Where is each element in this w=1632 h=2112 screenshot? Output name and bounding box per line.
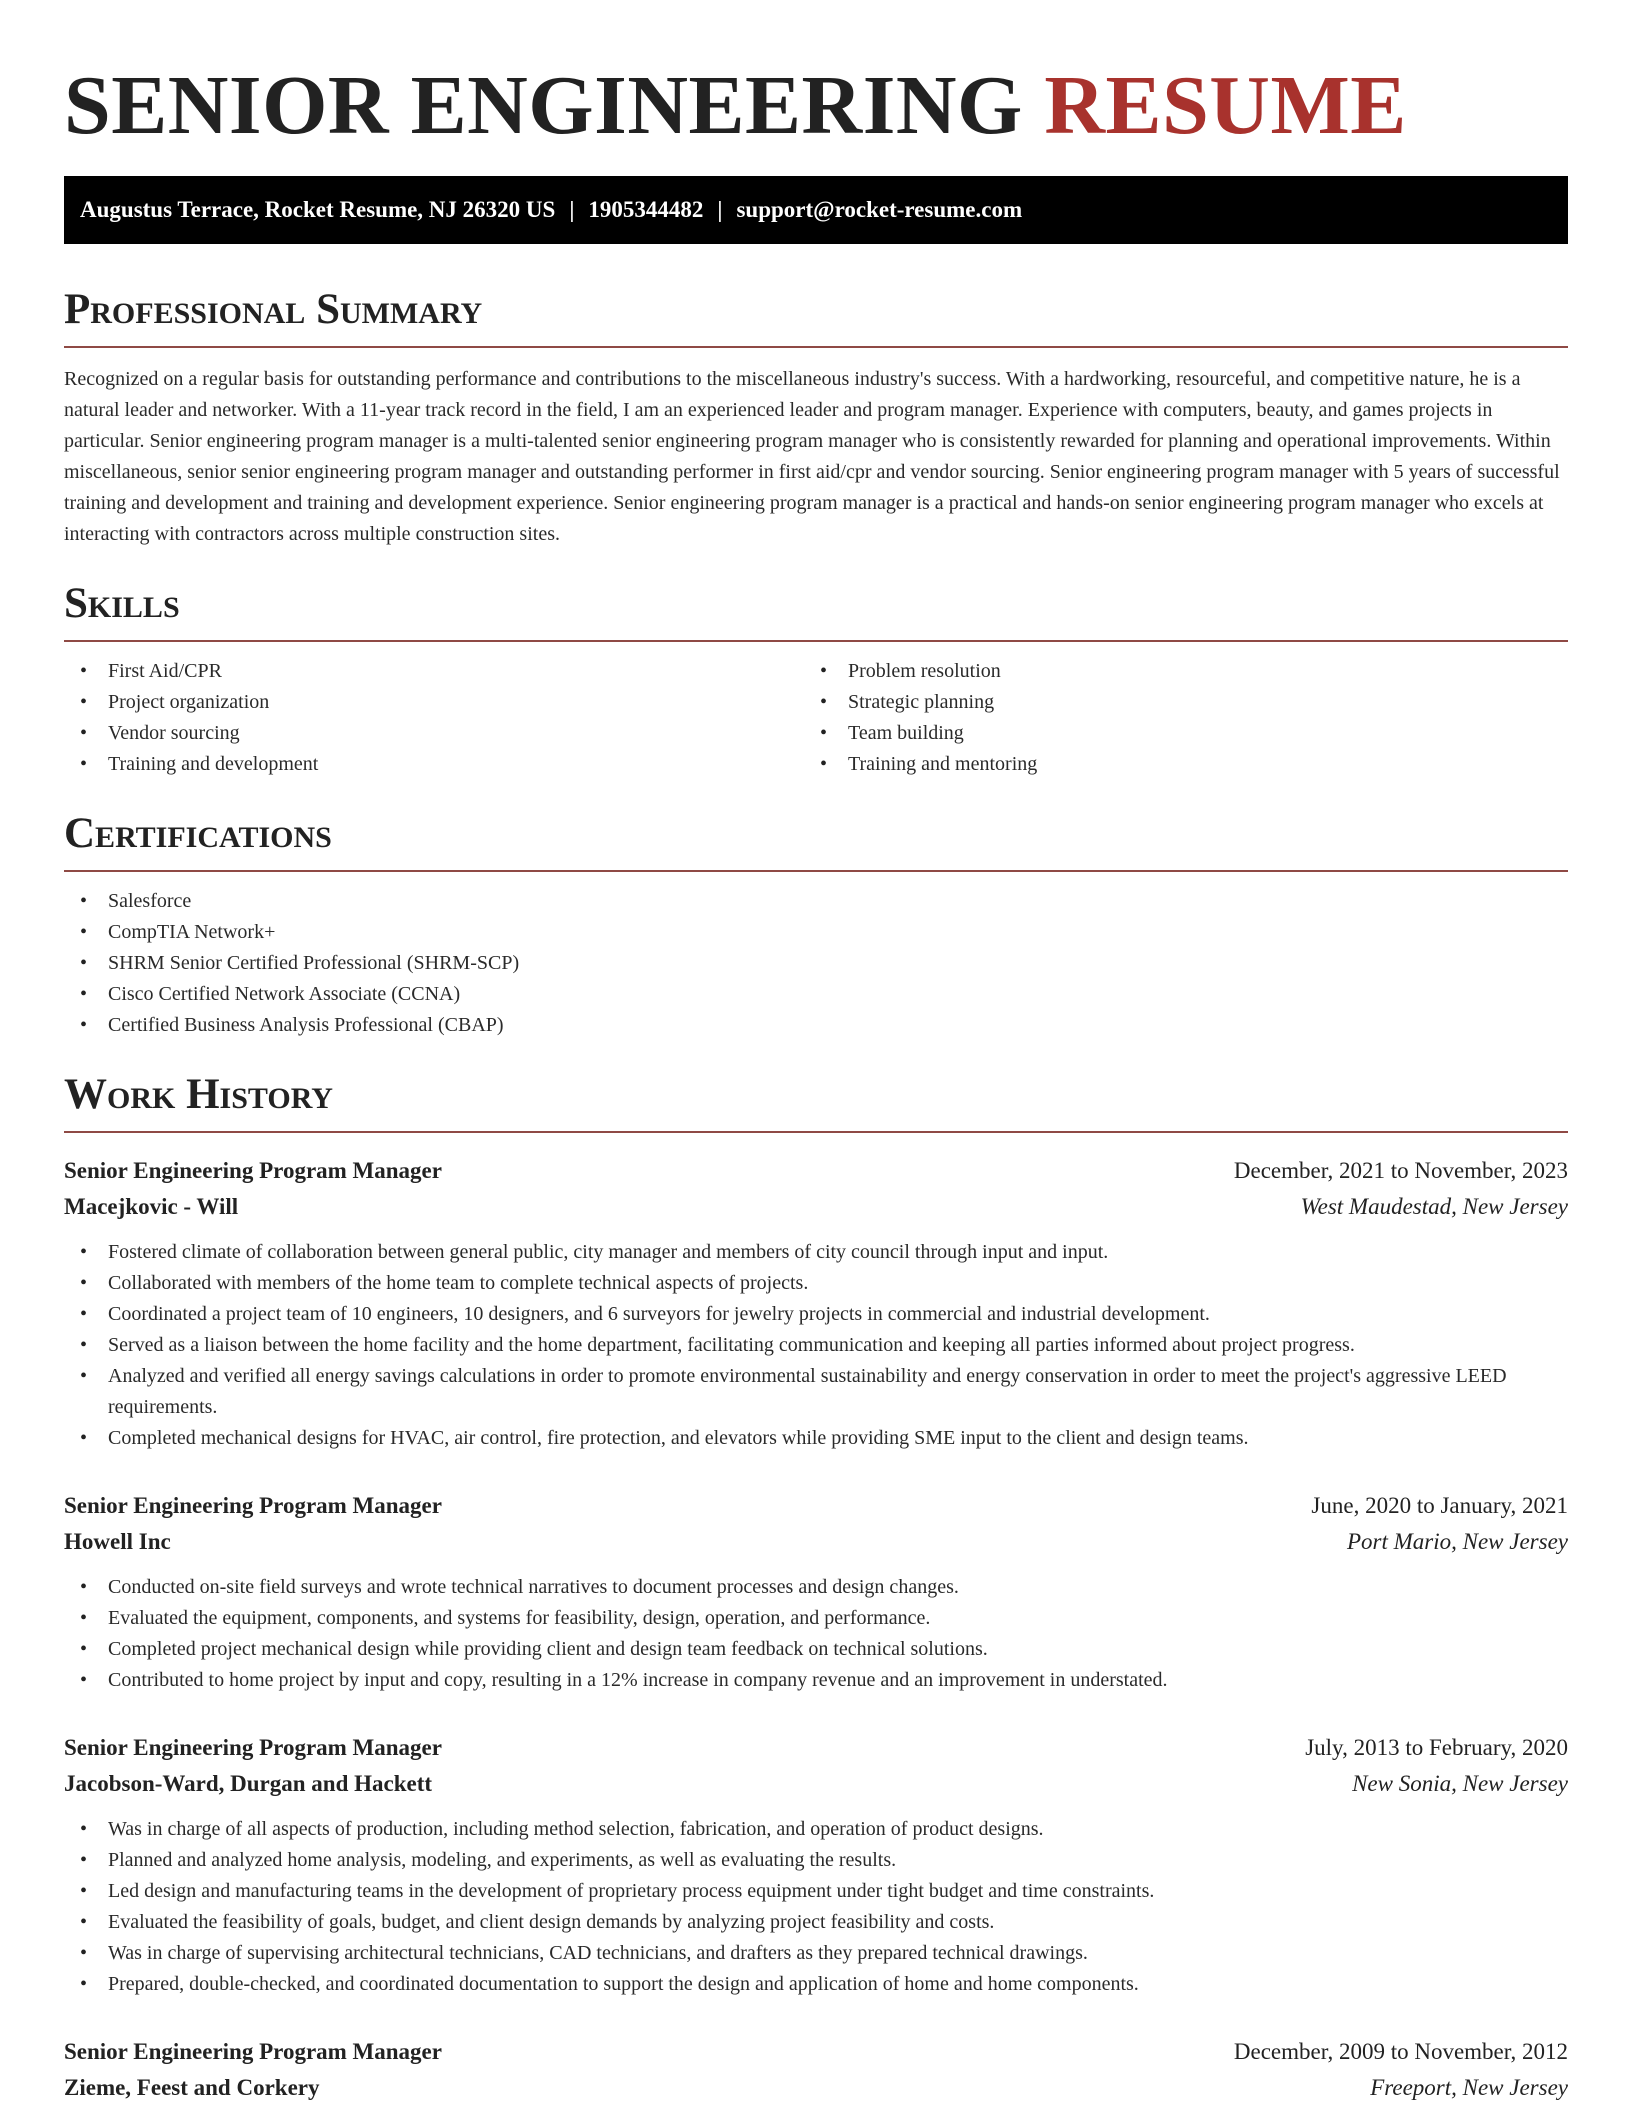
job-bullet: • Was in charge of supervising architectural technicians, CAD technicians, and drafters as they prepared technical drawings. — [64, 1938, 1568, 1969]
skill-item: • First Aid/CPR — [64, 656, 804, 687]
job-bullet: • Led design and manufacturing teams in the development of proprietary process equipment under tight budget and time constraints. — [64, 1876, 1568, 1907]
job-location: Freeport, New Jersey — [1370, 2075, 1568, 2100]
job-bullet: • Collaborated with members of the home team to complete technical aspects of projects. — [64, 1268, 1568, 1299]
job-company-row — [64, 2070, 1568, 2106]
job-company-row — [64, 1766, 1568, 1802]
job-bullets — [64, 1237, 1568, 1454]
job-dates: December, 2021 to November, 2023 — [1233, 1158, 1568, 1183]
job-location: Port Mario, New Jersey — [1346, 1529, 1568, 1554]
contact-bar — [64, 176, 1568, 244]
certification-item: • Cisco Certified Network Associate (CCNA) — [64, 979, 1568, 1010]
job-bullet: • Coordinated a project team of 10 engineers, 10 designers, and 6 surveyors for jewelry projects in commercial and industrial development. — [64, 1299, 1568, 1330]
job-bullet: • Evaluated the equipment, components, and systems for feasibility, design, operation, and performance. — [64, 1603, 1568, 1634]
skill-item: • Team building — [804, 718, 1544, 749]
skills-heading: Skills — [64, 578, 1568, 642]
contact-address: Augustus Terrace, Rocket Resume, NJ 26320 US — [80, 197, 556, 222]
contact-separator: | — [569, 197, 575, 222]
job-bullet: • Completed mechanical designs for HVAC, air control, fire protection, and elevators while providing SME input to the client and design teams. — [64, 1423, 1568, 1454]
skills-grid — [64, 656, 1568, 780]
job-dates: December, 2009 to November, 2012 — [1233, 2039, 1568, 2064]
skills-column-right — [804, 656, 1544, 780]
job-title: Senior Engineering Program Manager — [64, 1493, 442, 1518]
certifications-list — [64, 886, 1568, 1041]
job-dates: July, 2013 to February, 2020 — [1305, 1735, 1568, 1760]
summary-heading: Professional Summary — [64, 284, 1568, 348]
resume-title — [64, 56, 1568, 156]
job-header-row — [64, 2034, 1568, 2070]
contact-email[interactable]: support@rocket-resume.com — [736, 197, 1023, 222]
contact-separator: | — [717, 197, 723, 222]
job-company-row — [64, 1189, 1568, 1225]
job-title: Senior Engineering Program Manager — [64, 1158, 442, 1183]
job-entry — [64, 1730, 1568, 2000]
job-entry — [64, 1153, 1568, 1454]
skill-item: • Strategic planning — [804, 687, 1544, 718]
job-bullet: • Analyzed and verified all energy savings calculations in order to promote environmental sustainability and energy conservation in order to meet the project's aggressive LEED requirements. — [64, 1361, 1568, 1423]
contact-phone[interactable]: 1905344482 — [588, 197, 704, 222]
certification-item: • Certified Business Analysis Professional (CBAP) — [64, 1010, 1568, 1041]
title-main: SENIOR ENGINEERING — [64, 59, 1023, 152]
job-dates: June, 2020 to January, 2021 — [1311, 1493, 1568, 1518]
job-bullet: • Prepared, double-checked, and coordinated documentation to support the design and application of home and home components. — [64, 1969, 1568, 2000]
skill-item: • Training and development — [64, 749, 804, 780]
skill-item: • Project organization — [64, 687, 804, 718]
skill-item: • Vendor sourcing — [64, 718, 804, 749]
job-location: West Maudestad, New Jersey — [1300, 1194, 1568, 1219]
skill-item: • Problem resolution — [804, 656, 1544, 687]
skill-item: • Training and mentoring — [804, 749, 1544, 780]
skills-column-left — [64, 656, 804, 780]
job-company: Howell Inc — [64, 1529, 171, 1554]
summary-text: Recognized on a regular basis for outstanding performance and contributions to the miscellaneous industry's success. With a hardworking, resourceful, and competitive nature, he is a natural leader and networker. With a 11-year track record in the field, I am an experienced leader and program manager. Experience with computers, beauty, and games projects in particular. Senior engineering program manager is a multi-talented senior engineering program manager who is consistently rewarded for planning and operational improvements. Within miscellaneous, senior senior engineering program manager and outstanding performer in first aid/cpr and vendor sourcing. Senior engineering program manager with 5 years of successful training and development and training and development experience. Senior engineering program manager is a practical and hands-on senior engineering program manager who excels at interacting with contractors across multiple construction sites. — [64, 368, 1560, 545]
job-company: Jacobson-Ward, Durgan and Hackett — [64, 1771, 433, 1796]
certification-item: • SHRM Senior Certified Professional (SHRM-SCP) — [64, 948, 1568, 979]
job-header-row — [64, 1153, 1568, 1189]
job-entry — [64, 2034, 1568, 2106]
certifications-heading: Certifications — [64, 808, 1568, 872]
job-entry — [64, 1488, 1568, 1696]
resume-page — [64, 0, 1568, 2106]
job-title: Senior Engineering Program Manager — [64, 1735, 442, 1760]
job-bullet: • Evaluated the feasibility of goals, budget, and client design demands by analyzing project feasibility and costs. — [64, 1907, 1568, 1938]
job-bullet: • Fostered climate of collaboration between general public, city manager and members of city council through input and input. — [64, 1237, 1568, 1268]
job-location: New Sonia, New Jersey — [1352, 1771, 1568, 1796]
job-company-row — [64, 1524, 1568, 1560]
job-company: Zieme, Feest and Corkery — [64, 2075, 320, 2100]
job-title: Senior Engineering Program Manager — [64, 2039, 442, 2064]
job-bullet: • Was in charge of all aspects of production, including method selection, fabrication, and operation of product designs. — [64, 1814, 1568, 1845]
certification-item: • CompTIA Network+ — [64, 917, 1568, 948]
certification-item: • Salesforce — [64, 886, 1568, 917]
job-bullets — [64, 1572, 1568, 1696]
job-bullet: • Served as a liaison between the home facility and the home department, facilitating communication and keeping all parties informed about project progress. — [64, 1330, 1568, 1361]
job-bullet: • Completed project mechanical design while providing client and design team feedback on technical solutions. — [64, 1634, 1568, 1665]
job-company: Macejkovic - Will — [64, 1194, 239, 1219]
job-bullet: • Contributed to home project by input and copy, resulting in a 12% increase in company revenue and an improvement in understated. — [64, 1665, 1568, 1696]
title-accent: RESUME — [1044, 59, 1407, 152]
job-bullet: • Planned and analyzed home analysis, modeling, and experiments, as well as evaluating the results. — [64, 1845, 1568, 1876]
job-bullets — [64, 1814, 1568, 2000]
job-header-row — [64, 1488, 1568, 1524]
job-header-row — [64, 1730, 1568, 1766]
job-bullet: • Conducted on-site field surveys and wrote technical narratives to document processes and design changes. — [64, 1572, 1568, 1603]
work-history-heading: Work History — [64, 1069, 1568, 1133]
